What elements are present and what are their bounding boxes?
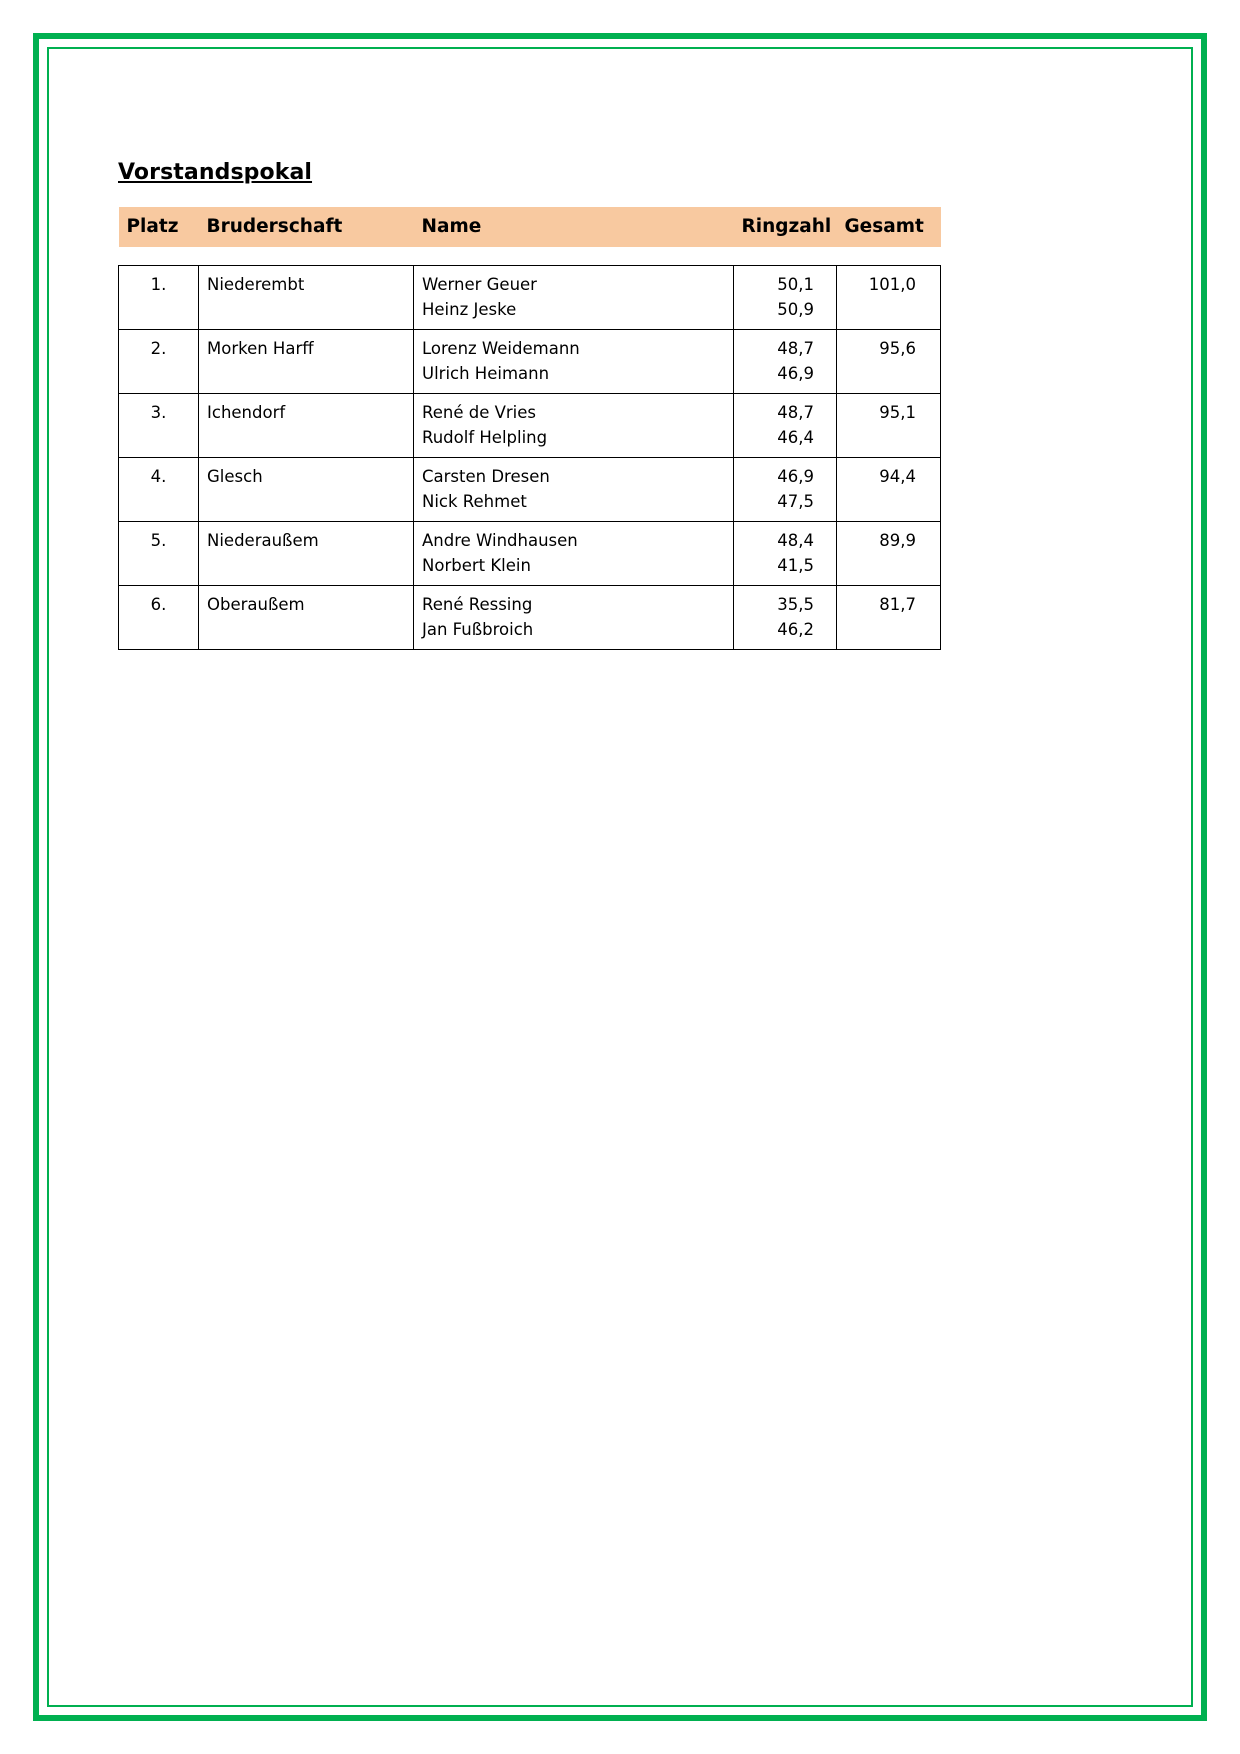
- name-value-2: Heinz Jeske: [422, 300, 517, 319]
- gesamt-value: 94,4: [879, 467, 916, 486]
- cell-platz: [119, 266, 199, 330]
- column-header-ringzahl: Ringzahl: [734, 207, 837, 247]
- cell-gesamt: [837, 266, 941, 330]
- bruderschaft-value: Ichendorf: [207, 403, 286, 422]
- table-body: [119, 266, 941, 650]
- table-header-row: [119, 207, 941, 247]
- cell-gesamt: [837, 330, 941, 394]
- gesamt-value: 89,9: [879, 531, 916, 550]
- bruderschaft-value: Oberaußem: [207, 595, 305, 614]
- cell-platz: [119, 586, 199, 650]
- bruderschaft-value: Glesch: [207, 467, 263, 486]
- cell-bruderschaft: [199, 522, 414, 586]
- platz-value: 4.: [150, 467, 167, 486]
- name-value-1: Werner Geuer: [422, 275, 537, 294]
- bruderschaft-value: Morken Harff: [207, 339, 314, 358]
- table-header: [119, 207, 941, 247]
- cell-bruderschaft: [199, 330, 414, 394]
- cell-ringzahl: [734, 586, 837, 650]
- table-row: [119, 522, 941, 586]
- page-title: Vorstandspokal: [118, 160, 313, 185]
- cell-bruderschaft: [199, 458, 414, 522]
- cell-bruderschaft: [199, 266, 414, 330]
- gesamt-value: 95,1: [879, 403, 916, 422]
- gesamt-value: 81,7: [879, 595, 916, 614]
- bruderschaft-value: Niederembt: [207, 275, 305, 294]
- table-row: [119, 586, 941, 650]
- cell-name: [414, 458, 734, 522]
- name-value-2: Jan Fußbroich: [422, 620, 534, 639]
- cell-name: [414, 394, 734, 458]
- ringzahl-value-1: 50,1: [777, 275, 814, 294]
- table-spacer: [119, 247, 941, 266]
- platz-value: 6.: [150, 595, 167, 614]
- gesamt-value: 95,6: [879, 339, 916, 358]
- cell-platz: [119, 394, 199, 458]
- cell-ringzahl: [734, 522, 837, 586]
- cell-ringzahl: [734, 330, 837, 394]
- cell-ringzahl: [734, 394, 837, 458]
- column-header-name: Name: [414, 207, 734, 247]
- name-value-1: Carsten Dresen: [422, 467, 550, 486]
- cell-bruderschaft: [199, 586, 414, 650]
- cell-gesamt: [837, 394, 941, 458]
- bruderschaft-value: Niederaußem: [207, 531, 319, 550]
- table-row: [119, 458, 941, 522]
- ringzahl-value-2: 41,5: [777, 556, 814, 575]
- ringzahl-value-2: 46,4: [777, 428, 814, 447]
- cell-name: [414, 330, 734, 394]
- name-value-1: Andre Windhausen: [422, 531, 578, 550]
- table-row: [119, 266, 941, 330]
- ringzahl-value-2: 47,5: [777, 492, 814, 511]
- cell-ringzahl: [734, 458, 837, 522]
- ringzahl-value-1: 48,4: [777, 531, 814, 550]
- ringzahl-value-2: 46,2: [777, 620, 814, 639]
- document-content: [118, 160, 1048, 650]
- platz-value: 2.: [150, 339, 167, 358]
- column-header-bruderschaft: Bruderschaft: [199, 207, 414, 247]
- cell-ringzahl: [734, 266, 837, 330]
- name-value-2: Norbert Klein: [422, 556, 531, 575]
- cell-platz: [119, 522, 199, 586]
- table-row: [119, 330, 941, 394]
- cell-platz: [119, 458, 199, 522]
- ringzahl-value-2: 46,9: [777, 364, 814, 383]
- ringzahl-value-2: 50,9: [777, 300, 814, 319]
- cell-gesamt: [837, 522, 941, 586]
- name-value-1: Lorenz Weidemann: [422, 339, 580, 358]
- column-header-gesamt: Gesamt: [837, 207, 941, 247]
- spacer-row: [119, 247, 941, 266]
- cell-platz: [119, 330, 199, 394]
- column-header-platz: Platz: [119, 207, 199, 247]
- name-value-2: Ulrich Heimann: [422, 364, 550, 383]
- name-value-1: René Ressing: [422, 595, 533, 614]
- table-row: [119, 394, 941, 458]
- cell-name: [414, 522, 734, 586]
- cell-gesamt: [837, 586, 941, 650]
- platz-value: 3.: [150, 403, 167, 422]
- ringzahl-value-1: 46,9: [777, 467, 814, 486]
- results-table: [118, 207, 941, 650]
- ringzahl-value-1: 35,5: [777, 595, 814, 614]
- ringzahl-value-1: 48,7: [777, 339, 814, 358]
- cell-name: [414, 586, 734, 650]
- name-value-2: Rudolf Helpling: [422, 428, 548, 447]
- name-value-1: René de Vries: [422, 403, 537, 422]
- ringzahl-value-1: 48,7: [777, 403, 814, 422]
- cell-name: [414, 266, 734, 330]
- name-value-2: Nick Rehmet: [422, 492, 527, 511]
- platz-value: 5.: [150, 531, 167, 550]
- gesamt-value: 101,0: [868, 275, 916, 294]
- platz-value: 1.: [150, 275, 167, 294]
- cell-gesamt: [837, 458, 941, 522]
- cell-bruderschaft: [199, 394, 414, 458]
